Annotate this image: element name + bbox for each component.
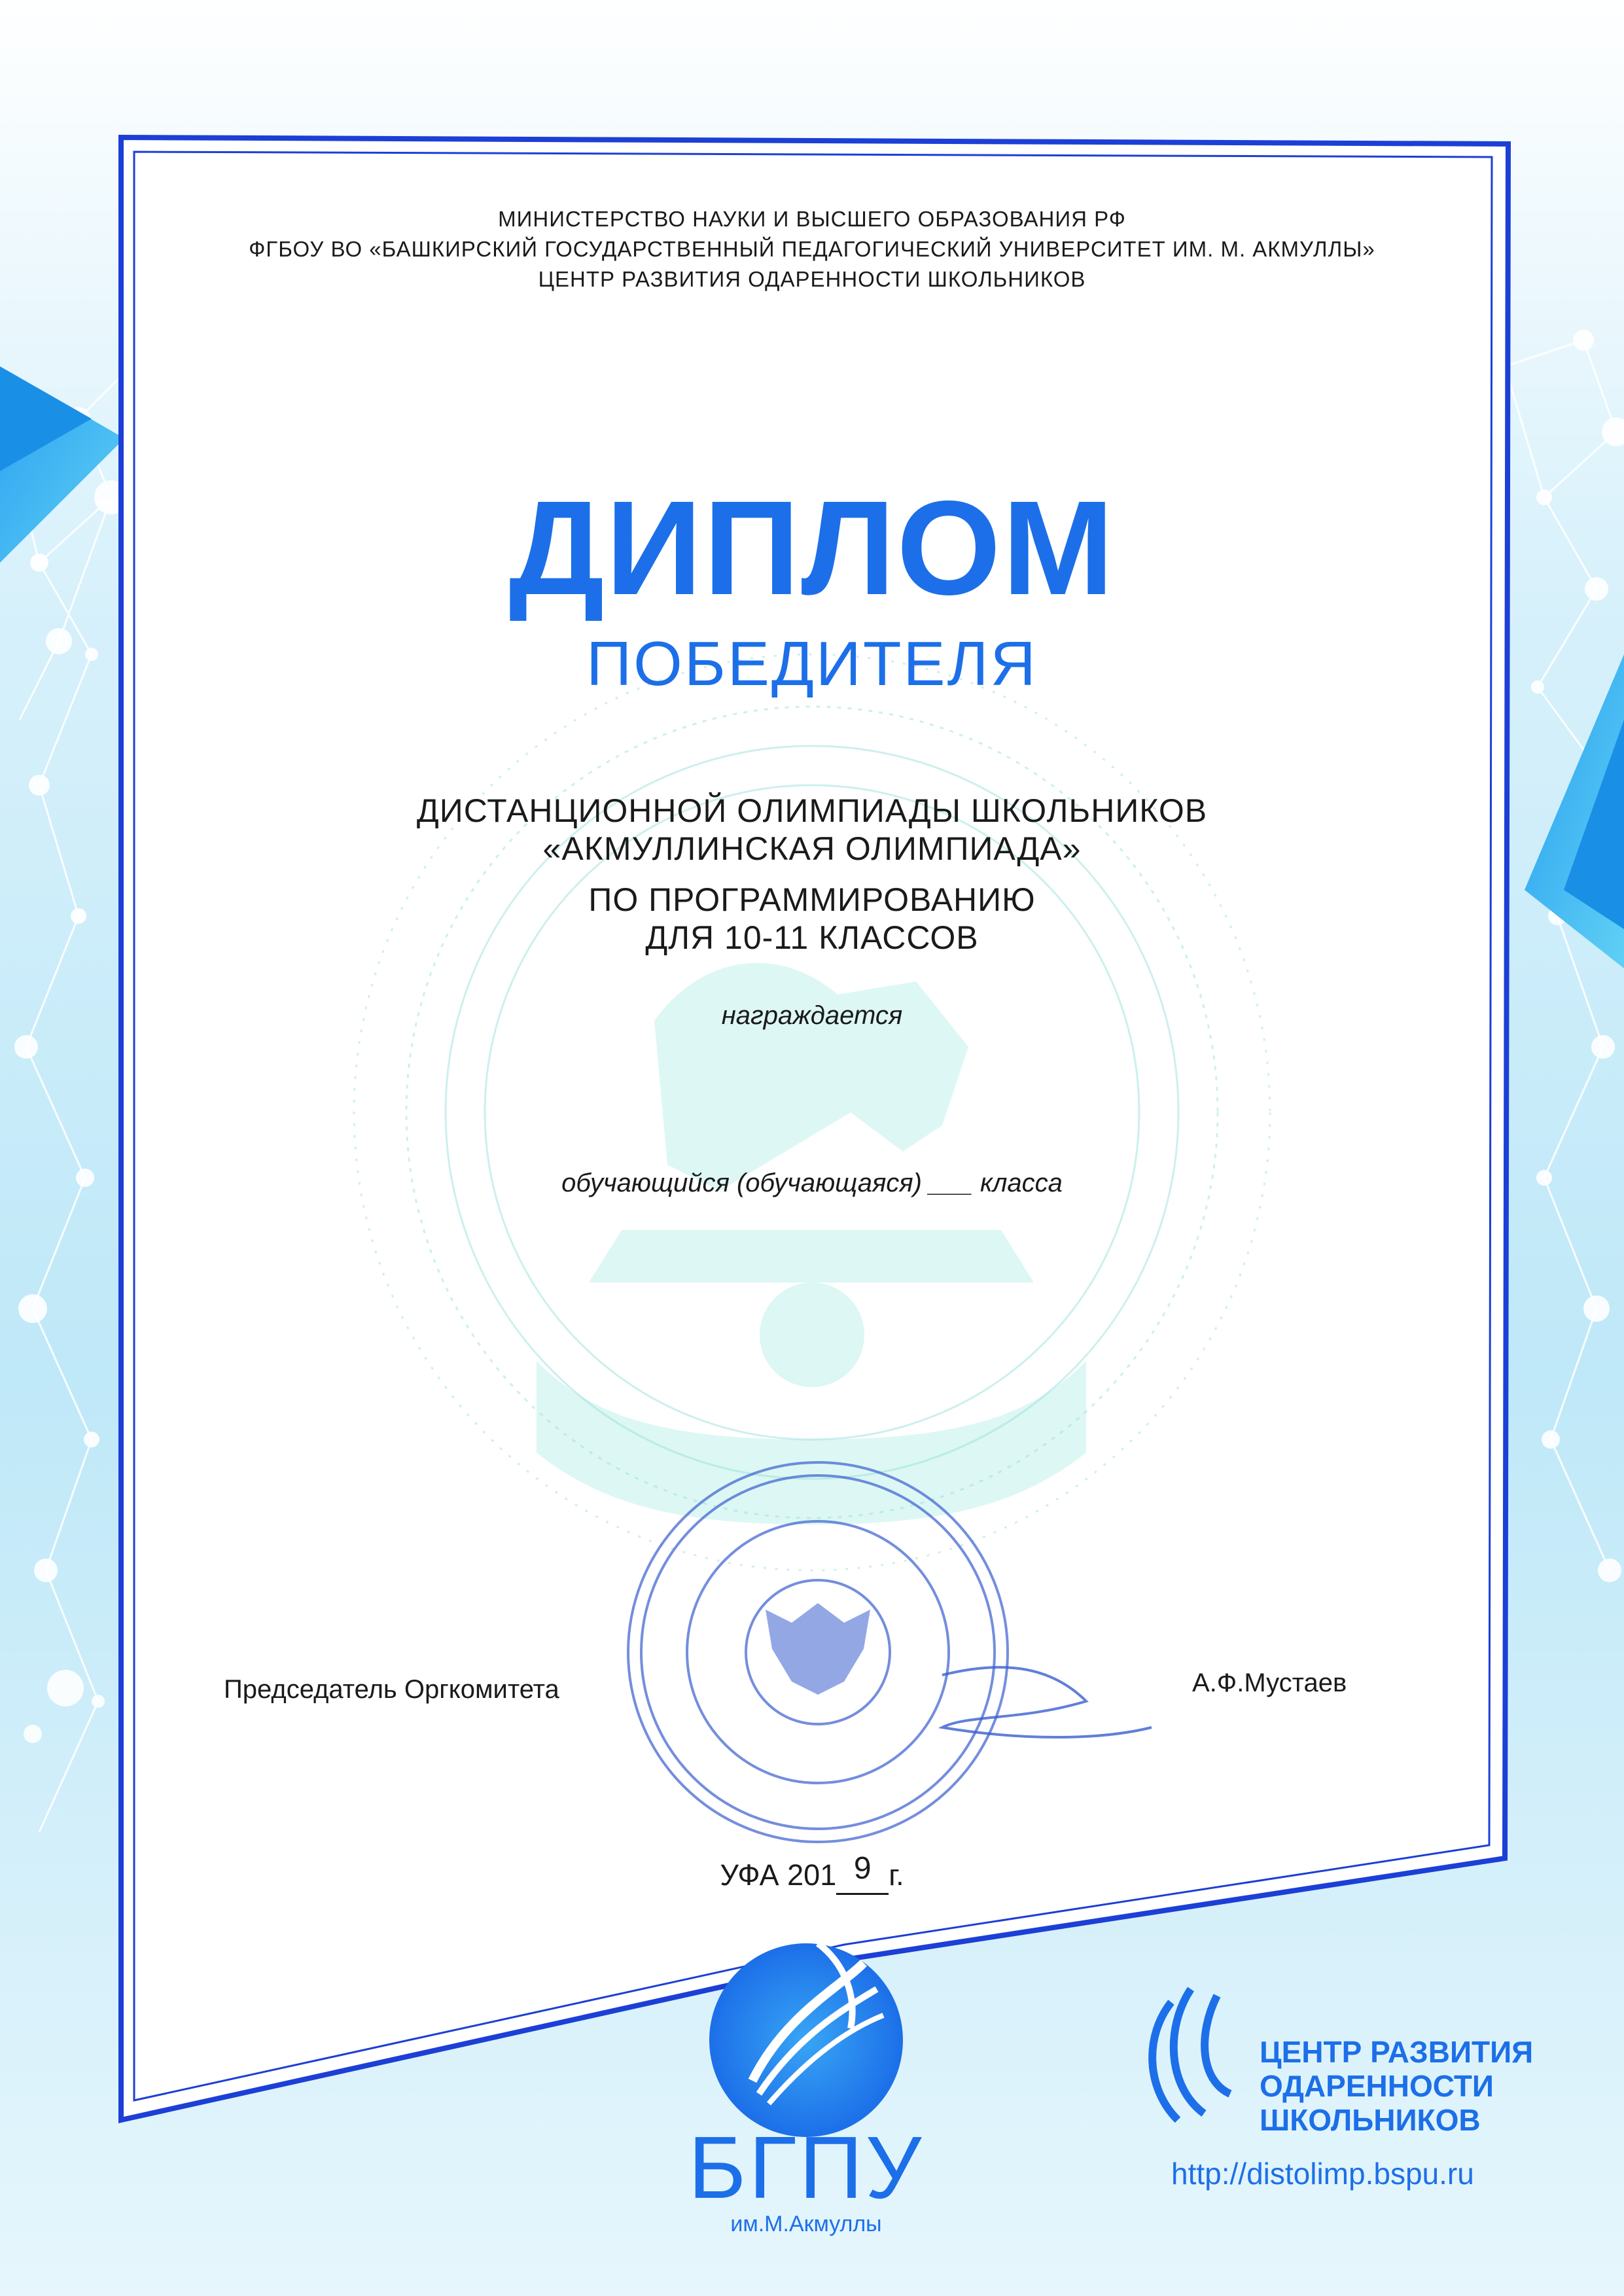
date-prefix: УФА 201 — [720, 1858, 837, 1892]
olympiad-line-2: «АКМУЛЛИНСКАЯ ОЛИМПИАДА» — [542, 830, 1082, 867]
olympiad-line-1: ДИСТАНЦИОННОЙ ОЛИМПИАДЫ ШКОЛЬНИКОВ — [416, 792, 1208, 829]
website-link[interactable]: http://distolimp.bspu.ru — [1171, 2157, 1474, 2191]
center-logo-line-2: ОДАРЕННОСТИ — [1260, 2069, 1494, 2103]
signature-name: А.Ф.Мустаев — [1192, 1669, 1347, 1697]
olympiad-line-4: ДЛЯ 10-11 КЛАССОВ — [645, 919, 979, 956]
header-center: ЦЕНТР РАЗВИТИЯ ОДАРЕННОСТИ ШКОЛЬНИКОВ — [538, 267, 1086, 291]
header-ministry: МИНИСТЕРСТВО НАУКИ И ВЫСШЕГО ОБРАЗОВАНИЯ РФ — [498, 207, 1126, 231]
signature-role: Председатель Оргкомитета — [224, 1675, 559, 1704]
diploma-title: ДИПЛОМ — [508, 473, 1116, 623]
olympiad-line-3: ПО ПРОГРАММИРОВАНИЮ — [588, 881, 1036, 918]
bgpu-logo-subtitle: им.М.Акмуллы — [730, 2212, 882, 2236]
diploma-subtitle: ПОБЕДИТЕЛЯ — [586, 629, 1038, 699]
student-line: обучающийся (обучающаяся) ___ класса — [561, 1169, 1063, 1197]
bgpu-logo-name: БГПУ — [688, 2118, 925, 2217]
header-university: ФГБОУ ВО «БАШКИРСКИЙ ГОСУДАРСТВЕННЫЙ ПЕДАГОГИЧЕСКИЙ УНИВЕРСИТЕТ ИМ. М. АКМУЛЛЫ» — [249, 237, 1375, 261]
date-suffix: г. — [889, 1858, 904, 1892]
center-logo-line-1: ЦЕНТР РАЗВИТИЯ — [1260, 2035, 1534, 2069]
award-text: награждается — [721, 1001, 903, 1030]
center-logo-text — [1260, 2035, 1533, 2137]
date-line — [0, 1851, 1624, 1895]
bgpu-logo-icon — [709, 1943, 903, 2137]
center-logo-line-3: ШКОЛЬНИКОВ — [1260, 2103, 1481, 2137]
date-year-digit: 9 — [853, 1851, 872, 1886]
